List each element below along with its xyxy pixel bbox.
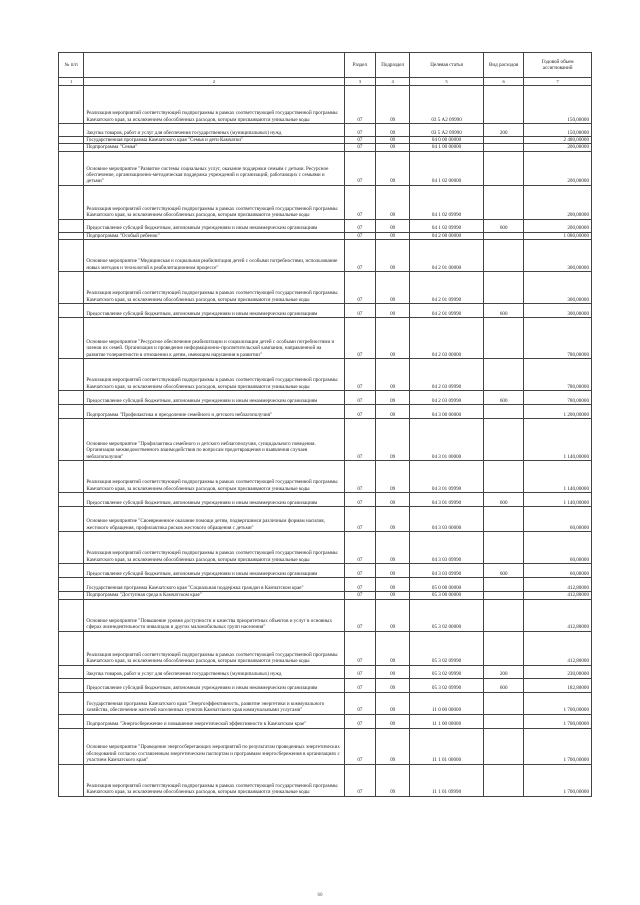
row-razdel: 07 <box>344 272 376 304</box>
row-amount: 412,80000 <box>524 599 592 631</box>
table-body <box>59 86 592 797</box>
row-podrazdel: 09 <box>376 714 410 728</box>
row-amount: 412,80000 <box>524 631 592 665</box>
row-amount: 780,00000 <box>524 318 592 359</box>
row-name: Предоставление субсидий бюджетным, автономным учреждениям и иным некоммерческим организациям <box>84 564 344 578</box>
row-amount: 2 480,00000 <box>524 137 592 144</box>
row-name: Предоставление субсидий бюджетным, автономным учреждениям и иным некоммерческим организациям <box>84 678 344 692</box>
header-podrazdel: Подраздел <box>376 53 410 78</box>
row-razdel: 07 <box>344 391 376 405</box>
row-target: 05 3 02 09990 <box>410 665 484 678</box>
row-target: 04 0 00 00000 <box>410 137 484 144</box>
row-vid <box>484 419 524 461</box>
row-amount: 1 140,00000 <box>524 493 592 507</box>
row-num <box>59 419 84 461</box>
table-row <box>59 137 592 144</box>
row-razdel: 07 <box>344 599 376 631</box>
table-row <box>59 144 592 151</box>
row-target: 04 2 03 09990 <box>410 391 484 405</box>
row-podrazdel: 09 <box>376 419 410 461</box>
row-vid <box>484 86 524 124</box>
row-podrazdel: 09 <box>376 592 410 599</box>
row-podrazdel: 09 <box>376 678 410 692</box>
row-name: Предоставление субсидий бюджетным, автономным учреждениям и иным некоммерческим организациям <box>84 391 344 405</box>
row-podrazdel: 09 <box>376 318 410 359</box>
row-name: Реализация мероприятий соответствующей подпрограммы в рамках соответствующей государственной программы Камчатского края, за исключением обособленных расходов, которым присваиваются уникальные коды <box>84 272 344 304</box>
row-target: 04 3 03 00000 <box>410 507 484 532</box>
row-amount: 1 080,00000 <box>524 232 592 239</box>
table-row <box>59 532 592 564</box>
row-target: 05 0 00 00000 <box>410 578 484 592</box>
table-row <box>59 304 592 318</box>
row-razdel: 07 <box>344 631 376 665</box>
row-podrazdel: 09 <box>376 232 410 239</box>
row-vid: 600 <box>484 678 524 692</box>
row-vid <box>484 507 524 532</box>
column-number: 1 <box>59 78 84 86</box>
row-podrazdel: 09 <box>376 359 410 391</box>
row-podrazdel: 09 <box>376 219 410 232</box>
row-name: Основное мероприятие "Ресурсное обеспечение реабилитации и социализации детей с особыми потребностями и членов их семей. Организация и проведение информационно-просветительской кампании, направленной на развитие толерантности в отношении к детям, имеющим нарушения в развитии" <box>84 318 344 359</box>
table-row <box>59 219 592 232</box>
row-name: Основное мероприятие "Медицинская и социальная реабилитация детей с особыми потребностями, использование новых методов и технологий в реабилитационном процессе" <box>84 240 344 272</box>
table-row <box>59 391 592 405</box>
row-name: Реализация мероприятий соответствующей подпрограммы в рамках соответствующей государственной программы Камчатского края, за исключением обособленных расходов, которым присваиваются уникальные коды <box>84 185 344 219</box>
row-num <box>59 272 84 304</box>
row-target: 04 3 03 09990 <box>410 532 484 564</box>
row-name: Подпрограмма "Особый ребенок" <box>84 232 344 239</box>
table-row <box>59 461 592 493</box>
column-number: 3 <box>344 78 376 86</box>
row-amount: 1 140,00000 <box>524 419 592 461</box>
row-razdel: 07 <box>344 137 376 144</box>
row-num <box>59 592 84 599</box>
column-number: 5 <box>410 78 484 86</box>
row-name: Предоставление субсидий бюджетным, автономным учреждениям и иным некоммерческим организациям <box>84 493 344 507</box>
row-name: Государственная программа Камчатского края "Социальная поддержка граждан в Камчатском крае" <box>84 578 344 592</box>
row-razdel: 07 <box>344 692 376 714</box>
row-name: Основное мероприятие "Профилактика семейного и детского неблагополучия, суицидального поведения. Организация межведомственного взаимодействия по вопросам предотвращения и выявления случаев неблагополучия" <box>84 419 344 461</box>
row-podrazdel: 09 <box>376 272 410 304</box>
row-razdel: 07 <box>344 728 376 764</box>
table-row <box>59 272 592 304</box>
row-num <box>59 728 84 764</box>
row-num <box>59 692 84 714</box>
row-razdel: 07 <box>344 219 376 232</box>
table-row <box>59 232 592 239</box>
table-row <box>59 507 592 532</box>
row-amount: 412,80000 <box>524 592 592 599</box>
row-name: Основное мероприятие "Своевременное оказание помощи детям, подвергшимся различным формам насилия, жестокого обращения, профилактика рисков жестокого обращения с детьми" <box>84 507 344 532</box>
row-podrazdel: 09 <box>376 405 410 419</box>
row-name: Закупка товаров, работ и услуг для обеспечения государственных (муниципальных) нужд <box>84 124 344 137</box>
row-target: 03 5 А2 09990 <box>410 124 484 137</box>
row-target: 04 2 03 00000 <box>410 318 484 359</box>
row-podrazdel: 09 <box>376 86 410 124</box>
header-amount: Годовой объем ассигнований <box>524 53 592 78</box>
row-num <box>59 185 84 219</box>
row-razdel: 07 <box>344 507 376 532</box>
row-target: 04 2 01 09990 <box>410 272 484 304</box>
row-num <box>59 493 84 507</box>
row-amount: 60,00000 <box>524 564 592 578</box>
row-podrazdel: 09 <box>376 240 410 272</box>
row-amount: 1 140,00000 <box>524 461 592 493</box>
row-amount: 60,00000 <box>524 532 592 564</box>
table-row <box>59 419 592 461</box>
row-vid: 600 <box>484 391 524 405</box>
row-amount: 200,00000 <box>524 185 592 219</box>
row-num <box>59 507 84 532</box>
row-razdel: 07 <box>344 144 376 151</box>
row-podrazdel: 09 <box>376 564 410 578</box>
row-podrazdel: 09 <box>376 185 410 219</box>
table-row <box>59 124 592 137</box>
row-target: 11 1 01 00000 <box>410 728 484 764</box>
row-num <box>59 219 84 232</box>
row-num <box>59 631 84 665</box>
row-vid <box>484 318 524 359</box>
budget-table <box>58 52 592 797</box>
row-vid: 600 <box>484 304 524 318</box>
row-vid <box>484 461 524 493</box>
row-vid: 600 <box>484 564 524 578</box>
row-vid <box>484 359 524 391</box>
row-num <box>59 124 84 137</box>
header-vid: Вид расходов <box>484 53 524 78</box>
row-razdel: 07 <box>344 764 376 796</box>
row-razdel: 07 <box>344 185 376 219</box>
column-number: 7 <box>524 78 592 86</box>
row-amount: 1 200,00000 <box>524 405 592 419</box>
column-number: 2 <box>84 78 344 86</box>
table-row <box>59 578 592 592</box>
row-amount: 300,00000 <box>524 272 592 304</box>
table-row <box>59 185 592 219</box>
table-row <box>59 318 592 359</box>
row-target: 05 3 00 00000 <box>410 592 484 599</box>
row-name: Реализация мероприятий соответствующей подпрограммы в рамках соответствующей государственной программы Камчатского края, за исключением обособленных расходов, которым присваиваются уникальные коды <box>84 359 344 391</box>
row-vid <box>484 578 524 592</box>
row-razdel: 07 <box>344 359 376 391</box>
row-num <box>59 151 84 185</box>
row-razdel: 07 <box>344 151 376 185</box>
row-amount: 412,80000 <box>524 578 592 592</box>
budget-table-sheet <box>58 52 592 797</box>
row-podrazdel: 09 <box>376 137 410 144</box>
row-vid <box>484 151 524 185</box>
row-vid: 600 <box>484 493 524 507</box>
row-target: 03 5 А2 09990 <box>410 86 484 124</box>
row-vid <box>484 631 524 665</box>
row-vid <box>484 240 524 272</box>
row-amount: 200,00000 <box>524 151 592 185</box>
row-podrazdel: 09 <box>376 728 410 764</box>
row-razdel: 07 <box>344 419 376 461</box>
table-row <box>59 678 592 692</box>
row-name: Предоставление субсидий бюджетным, автономным учреждениям и иным некоммерческим организациям <box>84 219 344 232</box>
table-row <box>59 599 592 631</box>
row-amount: 300,00000 <box>524 304 592 318</box>
row-target: 04 3 01 09990 <box>410 461 484 493</box>
row-amount: 150,00000 <box>524 124 592 137</box>
table-row <box>59 764 592 796</box>
row-razdel: 07 <box>344 714 376 728</box>
table-row <box>59 240 592 272</box>
table-row <box>59 592 592 599</box>
row-razdel: 07 <box>344 532 376 564</box>
header-num: № п/п <box>59 53 84 78</box>
row-vid <box>484 592 524 599</box>
row-name: Закупка товаров, работ и услуг для обеспечения государственных (муниципальных) нужд <box>84 665 344 678</box>
row-name: Государственная программа Камчатского края "Семья и дети Камчатки" <box>84 137 344 144</box>
row-target: 05 3 02 09990 <box>410 678 484 692</box>
table-header-row <box>59 53 592 78</box>
row-num <box>59 137 84 144</box>
row-vid <box>484 692 524 714</box>
row-num <box>59 144 84 151</box>
row-amount: 300,00000 <box>524 240 592 272</box>
row-name: Государственная программа Камчатского края "Энергоэффективность, развитие энергетики и коммунального хозяйства, обеспечение жителей населенных пунктов Камчатского края коммунальными услугами" <box>84 692 344 714</box>
row-podrazdel: 09 <box>376 665 410 678</box>
table-row <box>59 151 592 185</box>
row-target: 04 1 02 00000 <box>410 151 484 185</box>
row-amount: 1 700,00000 <box>524 764 592 796</box>
row-podrazdel: 09 <box>376 507 410 532</box>
row-amount: 230,00000 <box>524 665 592 678</box>
row-target: 04 1 02 09990 <box>410 185 484 219</box>
row-num <box>59 461 84 493</box>
column-number: 6 <box>484 78 524 86</box>
row-amount: 200,00000 <box>524 144 592 151</box>
table-row <box>59 405 592 419</box>
row-name: Основное мероприятие "Развитие системы социальных услуг, оказание поддержки семьям с детьми. Ресурсное обеспечение, организационно-методическая поддержка учреждений и организаций, работающих с семьями и детьми" <box>84 151 344 185</box>
row-name: Реализация мероприятий соответствующей подпрограммы в рамках соответствующей государственной программы Камчатского края, за исключением обособленных расходов, которым присваиваются уникальные коды <box>84 532 344 564</box>
row-razdel: 07 <box>344 665 376 678</box>
row-name: Реализация мероприятий соответствующей подпрограммы в рамках соответствующей государственной программы Камчатского края, за исключением обособленных расходов, которым присваиваются уникальные коды <box>84 631 344 665</box>
row-num <box>59 599 84 631</box>
row-razdel: 07 <box>344 304 376 318</box>
row-name: Подпрограмма "Энергосбережение и повышение энергетической эффективности в Камчатском крае" <box>84 714 344 728</box>
row-vid <box>484 272 524 304</box>
row-name: Реализация мероприятий соответствующей подпрограммы в рамках соответствующей государственной программы Камчатского края, за исключением обособленных расходов, которым присваиваются уникальные коды <box>84 764 344 796</box>
row-target: 11 1 00 00000 <box>410 714 484 728</box>
row-target: 05 3 02 00000 <box>410 599 484 631</box>
row-target: 04 3 01 00000 <box>410 419 484 461</box>
table-row <box>59 692 592 714</box>
row-target: 04 2 01 00000 <box>410 240 484 272</box>
row-num <box>59 232 84 239</box>
row-podrazdel: 09 <box>376 764 410 796</box>
row-razdel: 07 <box>344 493 376 507</box>
header-target: Целевая статья <box>410 53 484 78</box>
row-name: Реализация мероприятий соответствующей подпрограммы в рамках соответствующей государственной программы Камчатского края, за исключением обособленных расходов, которым присваиваются уникальные коды <box>84 86 344 124</box>
row-target: 04 2 00 00000 <box>410 232 484 239</box>
table-row <box>59 359 592 391</box>
row-razdel: 07 <box>344 318 376 359</box>
row-amount: 182,80000 <box>524 678 592 692</box>
row-amount: 60,00000 <box>524 507 592 532</box>
row-vid <box>484 137 524 144</box>
row-vid <box>484 764 524 796</box>
row-target: 04 2 01 09990 <box>410 304 484 318</box>
column-number: 4 <box>376 78 410 86</box>
row-podrazdel: 09 <box>376 532 410 564</box>
row-num <box>59 318 84 359</box>
row-podrazdel: 09 <box>376 578 410 592</box>
row-name: Основное мероприятие "Проведение энергосберегающих мероприятий по результатам проведенных энергетических обследований согласно составленным энергетическим паспортам и программам энергосбережения в организациях с участием Камчатского края" <box>84 728 344 764</box>
row-razdel: 07 <box>344 578 376 592</box>
row-num <box>59 678 84 692</box>
row-podrazdel: 09 <box>376 144 410 151</box>
row-vid: 600 <box>484 219 524 232</box>
table-row <box>59 86 592 124</box>
row-podrazdel: 09 <box>376 599 410 631</box>
row-vid <box>484 405 524 419</box>
row-podrazdel: 09 <box>376 124 410 137</box>
header-name <box>84 53 344 78</box>
row-amount: 150,00000 <box>524 86 592 124</box>
row-num <box>59 764 84 796</box>
row-num <box>59 665 84 678</box>
row-razdel: 07 <box>344 86 376 124</box>
row-name: Подпрограмма "Доступная среда в Камчатском крае" <box>84 592 344 599</box>
column-number-row <box>59 78 592 86</box>
row-num <box>59 359 84 391</box>
row-num <box>59 391 84 405</box>
row-podrazdel: 09 <box>376 391 410 405</box>
row-num <box>59 564 84 578</box>
row-target: 11 1 01 09990 <box>410 764 484 796</box>
row-podrazdel: 09 <box>376 151 410 185</box>
row-name: Предоставление субсидий бюджетным, автономным учреждениям и иным некоммерческим организациям <box>84 304 344 318</box>
row-vid: 200 <box>484 124 524 137</box>
row-vid: 200 <box>484 665 524 678</box>
row-num <box>59 714 84 728</box>
row-target: 04 3 01 09990 <box>410 493 484 507</box>
row-name: Подпрограмма "Профилактика и преодоление семейного и детского неблагополучия" <box>84 405 344 419</box>
row-target: 11 0 00 00000 <box>410 692 484 714</box>
row-amount: 200,00000 <box>524 219 592 232</box>
row-num <box>59 405 84 419</box>
table-row <box>59 493 592 507</box>
row-amount: 1 700,00000 <box>524 714 592 728</box>
row-razdel: 07 <box>344 405 376 419</box>
row-amount: 1 700,00000 <box>524 728 592 764</box>
table-row <box>59 631 592 665</box>
row-podrazdel: 09 <box>376 692 410 714</box>
row-num <box>59 240 84 272</box>
row-target: 04 1 02 09990 <box>410 219 484 232</box>
row-razdel: 07 <box>344 232 376 239</box>
row-podrazdel: 09 <box>376 631 410 665</box>
row-amount: 1 700,00000 <box>524 692 592 714</box>
row-vid <box>484 232 524 239</box>
table-row <box>59 564 592 578</box>
row-amount: 780,00000 <box>524 359 592 391</box>
row-vid <box>484 714 524 728</box>
row-name: Основное мероприятие "Повышение уровня доступности и качества приоритетных объектов и услуг в основных сферах жизнедеятельности инвалидов и других маломобильных групп населения" <box>84 599 344 631</box>
row-vid <box>484 144 524 151</box>
row-razdel: 07 <box>344 678 376 692</box>
row-vid <box>484 185 524 219</box>
row-vid <box>484 599 524 631</box>
row-target: 04 1 00 00000 <box>410 144 484 151</box>
row-num <box>59 532 84 564</box>
row-name: Подпрограмма "Семья" <box>84 144 344 151</box>
row-target: 05 3 02 09990 <box>410 631 484 665</box>
row-razdel: 07 <box>344 592 376 599</box>
row-vid <box>484 532 524 564</box>
row-num <box>59 578 84 592</box>
row-razdel: 07 <box>344 124 376 137</box>
row-podrazdel: 09 <box>376 461 410 493</box>
row-num <box>59 86 84 124</box>
row-amount: 780,00000 <box>524 391 592 405</box>
row-podrazdel: 09 <box>376 493 410 507</box>
row-vid <box>484 728 524 764</box>
row-podrazdel: 09 <box>376 304 410 318</box>
row-name: Реализация мероприятий соответствующей подпрограммы в рамках соответствующей государственной программы Камчатского края, за исключением обособленных расходов, которым присваиваются уникальные коды <box>84 461 344 493</box>
table-row <box>59 714 592 728</box>
header-razdel: Раздел <box>344 53 376 78</box>
row-num <box>59 304 84 318</box>
row-target: 04 3 00 00000 <box>410 405 484 419</box>
table-row <box>59 665 592 678</box>
page-number: 60 <box>317 893 323 898</box>
row-razdel: 07 <box>344 240 376 272</box>
row-razdel: 07 <box>344 564 376 578</box>
row-razdel: 07 <box>344 461 376 493</box>
row-target: 04 3 03 09990 <box>410 564 484 578</box>
table-row <box>59 728 592 764</box>
row-target: 04 2 03 09990 <box>410 359 484 391</box>
